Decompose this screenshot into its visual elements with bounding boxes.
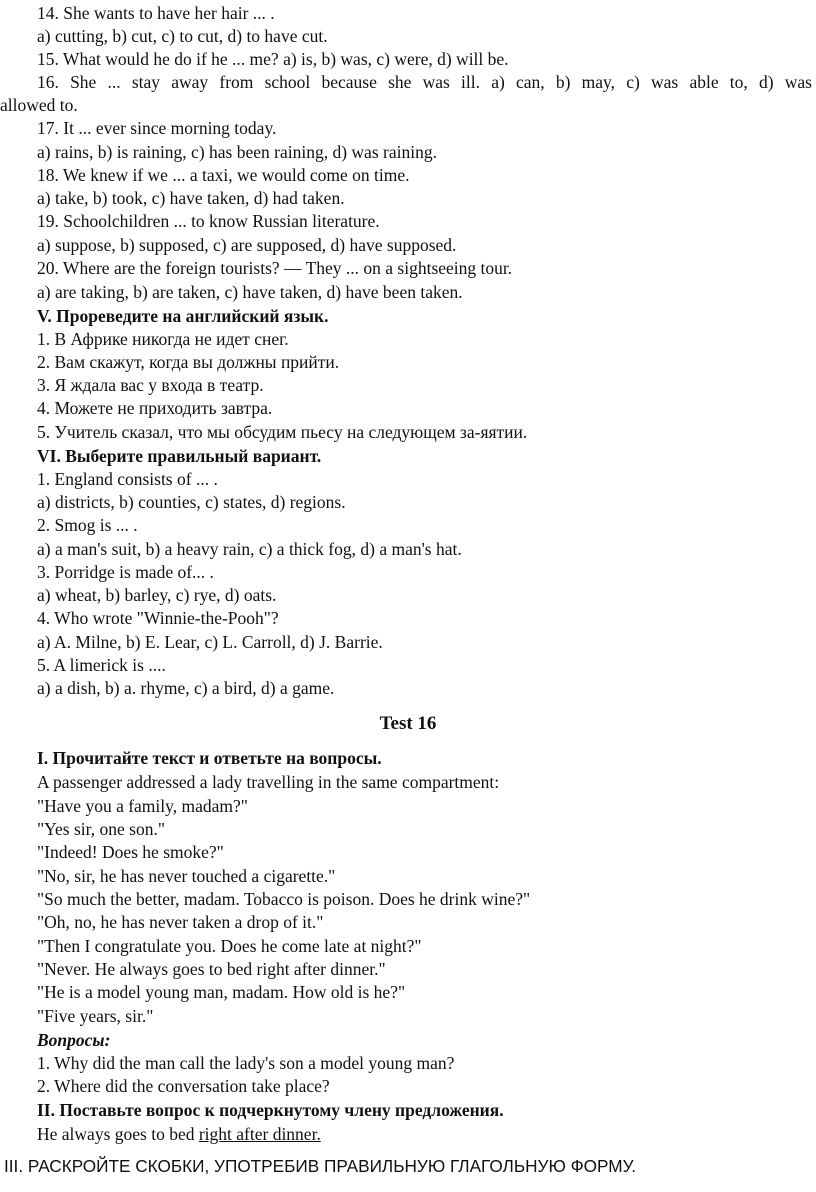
section-vi-heading: VI. Выберите правильный вариант. [37,446,322,466]
vi-q3: 3. Porridge is made of... . [37,562,214,582]
translate-1: 1. В Африке никогда не идет снег. [37,329,289,349]
q17: 17. It ... ever since morning today. [37,118,277,138]
section-iii-heading: III. РАСКРОЙТЕ СКОБКИ, УПОТРЕБИВ ПРАВИЛЬНУЮ ГЛАГОЛЬНУЮ ФОРМУ. [4,1156,637,1176]
q20-options: a) are taking, b) are taken, c) have taken, d) have been taken. [37,282,463,302]
question-2: 2. Where did the conversation take place? [37,1076,330,1096]
text-line-10: "He is a model young man, madam. How old is he?" [37,982,406,1002]
vi-q1-options: a) districts, b) counties, c) states, d) regions. [37,492,346,512]
text-line-11: "Five years, sir." [37,1006,154,1026]
q19-options: a) suppose, b) supposed, c) are supposed, d) have supposed. [37,235,457,255]
test-title: Test 16 [379,713,437,734]
q16-continuation: allowed to. [0,95,78,115]
vi-q1: 1. England consists of ... . [37,469,218,489]
text-line-7: "Oh, no, he has never taken a drop of it." [37,912,324,932]
q19: 19. Schoolchildren ... to know Russian literature. [37,211,380,231]
q14: 14. She wants to have her hair ... . [37,3,275,23]
text-line-4: "Indeed! Does he smoke?" [37,842,224,862]
text-line-3: "Yes sir, one son." [37,819,166,839]
vi-q2-options: a) a man's suit, b) a heavy rain, c) a thick fog, d) a man's hat. [37,539,462,559]
questions-heading: Вопросы: [37,1030,111,1050]
section-v-heading: V. Прореведите на английский язык. [37,306,329,326]
vi-q5: 5. A limerick is .... [37,655,166,675]
section-i-heading: I. Прочитайте текст и ответьте на вопросы. [37,748,382,768]
translate-4: 4. Можете не приходить завтра. [37,398,273,418]
translate-5: 5. Учитель сказал, что мы обсудим пьесу на следующем за-яятии. [37,422,528,442]
q18-options: a) take, b) took, c) have taken, d) had taken. [37,188,345,208]
vi-q3-options: a) wheat, b) barley, c) rye, d) oats. [37,585,277,605]
q18: 18. We knew if we ... a taxi, we would come on time. [37,165,410,185]
q14-options: a) cutting, b) cut, c) to cut, d) to have cut. [37,26,328,46]
translate-3: 3. Я ждала вас у входа в театр. [37,375,264,395]
text-line-9: "Never. He always goes to bed right after dinner." [37,959,386,979]
vi-q4: 4. Who wrote "Winnie-the-Pooh"? [37,608,279,628]
vi-q2: 2. Smog is ... . [37,515,138,535]
text-line-5: "No, sir, he has never touched a cigarette." [37,866,336,886]
vi-q5-options: a) a dish, b) a. rhyme, c) a bird, d) a game. [37,678,335,698]
sentence-underlined-part: right after dinner. [198,1124,321,1144]
question-1: 1. Why did the man call the lady's son a model young man? [37,1053,455,1073]
text-line-1: A passenger addressed a lady travelling in the same compartment: [37,772,500,792]
q15: 15. What would he do if he ... me? a) is, b) was, c) were, d) will be. [37,49,509,69]
q20: 20. Where are the foreign tourists? — They ... on a sightseeing tour. [37,258,513,278]
vi-q4-options: a) A. Milne, b) E. Lear, c) L. Carroll, d) J. Barrie. [37,632,383,652]
translate-2: 2. Вам скажут, когда вы должны прийти. [37,352,340,372]
text-line-6: "So much the better, madam. Tobacco is poison. Does he drink wine?" [37,889,531,909]
q17-options: a) rains, b) is raining, c) has been raining, d) was raining. [37,142,437,162]
section-ii-heading: II. Поставьте вопрос к подчеркнутому члену предложения. [37,1100,504,1120]
section-ii-sentence [0,1123,816,1146]
q16: 16. She ... stay away from school because she was ill. a) can, b) may, c) was able to, d) was [37,72,812,92]
text-line-2: "Have you a family, madam?" [37,796,248,816]
sentence-plain-part: He always goes to bed [37,1124,199,1144]
text-line-8: "Then I congratulate you. Does he come late at night?" [37,936,422,956]
